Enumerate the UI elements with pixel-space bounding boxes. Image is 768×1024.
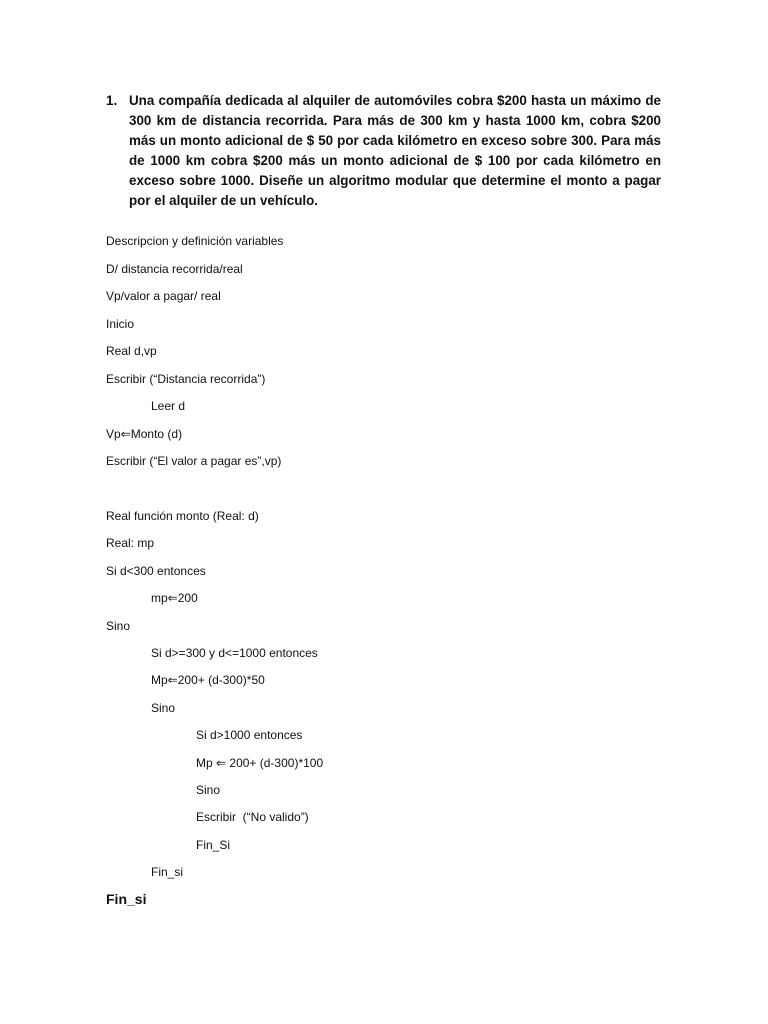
inicio-line: Inicio — [106, 317, 135, 331]
write-result-line: Escribir (“El valor a pagar es”,vp) — [106, 454, 282, 468]
declare-variables-line: Real d,vp — [106, 344, 157, 358]
function-declare-line: Real: mp — [106, 536, 155, 550]
problem-number: 1. — [106, 93, 118, 108]
problem-text: Una compañía dedicada al alquiler de automóviles cobra $200 hasta un máximo de 300 km de distancia recorrida. Para más de 300 km y hasta 1000 km, cobra $200 más un monto adicional de $ 50 por cada kilómetro en exceso sobre 300. Para más de 1000 km cobra $200 más un monto adicional de $ 100 por cada kilómetro en exceso sobre 1000. Diseñe un algoritmo modular que determine el monto a pagar por el alquiler de un vehículo. — [129, 93, 661, 208]
write-invalid-line: Escribir (“No valido”) — [196, 810, 309, 824]
function-header-line: Real función monto (Real: d) — [106, 509, 259, 523]
if-gt-1000-line: Si d>1000 entonces — [196, 728, 303, 742]
end-if-line-1: Fin_si — [106, 891, 147, 907]
else-line-1: Sino — [106, 619, 131, 633]
end-if-line-2: Fin_si — [151, 865, 184, 879]
end-if-line-3: Fin_Si — [196, 838, 231, 852]
assign-mp-100-line: Mp ⇐ 200+ (d-300)*100 — [196, 756, 324, 770]
assign-mp-200-line: mp⇐200 — [151, 591, 198, 605]
if-lt-300-line: Si d<300 entonces — [106, 564, 206, 578]
assign-vp-line: Vp⇐Monto (d) — [106, 427, 183, 441]
problem-statement — [106, 91, 661, 211]
else-line-3: Sino — [196, 783, 221, 797]
variables-heading: Descripcion y definición variables — [106, 234, 284, 248]
else-line-2: Sino — [151, 701, 176, 715]
if-range-300-1000-line: Si d>=300 y d<=1000 entonces — [151, 646, 318, 660]
variable-vp-definition: Vp/valor a pagar/ real — [106, 289, 221, 303]
variable-d-definition: D/ distancia recorrida/real — [106, 262, 243, 276]
write-distance-line: Escribir (“Distancia recorrida”) — [106, 372, 266, 386]
read-d-line: Leer d — [151, 399, 186, 413]
assign-mp-50-line: Mp⇐200+ (d-300)*50 — [151, 673, 265, 687]
